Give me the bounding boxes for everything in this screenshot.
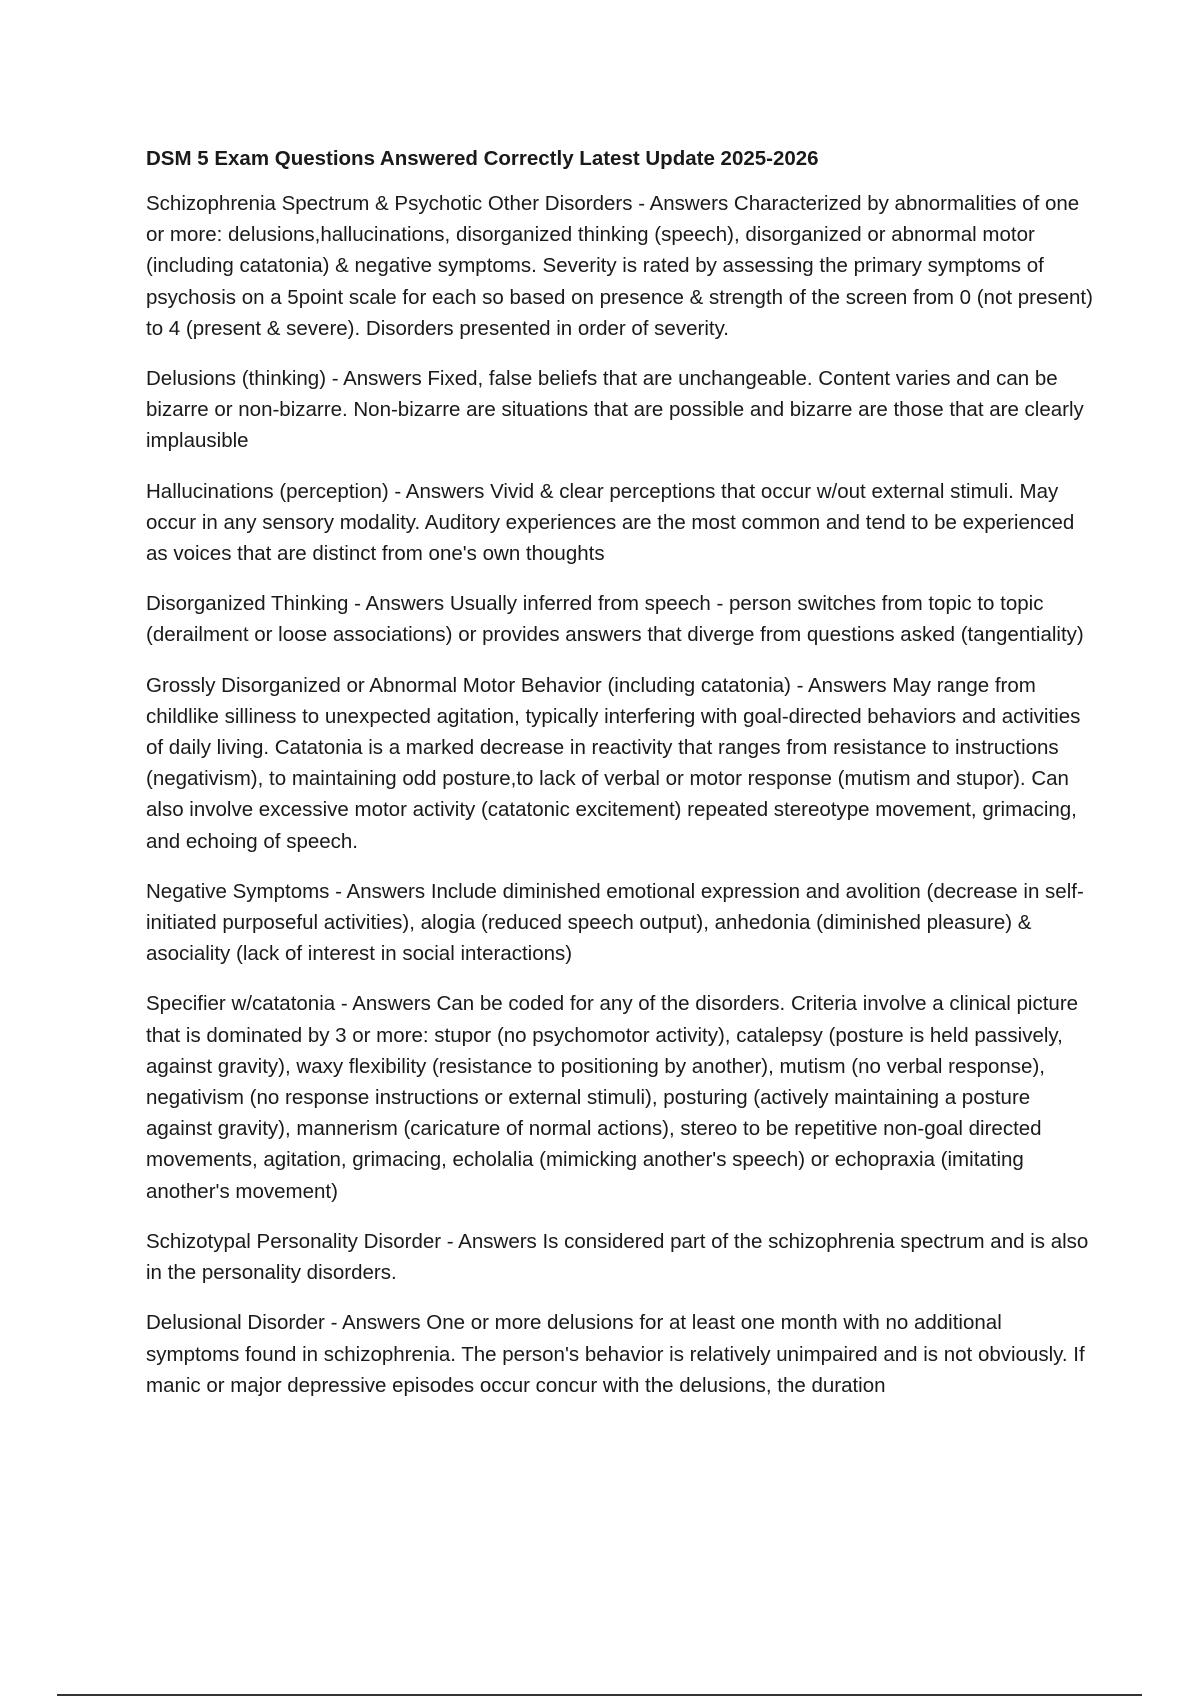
entry-negative-symptoms: Negative Symptoms - Answers Include diminished emotional expression and avolition (decrease in self-initiated purposeful activities), alogia (reduced speech output), anhedonia (diminished pleasure) & asociality (lack of interest in social interactions) — [146, 879, 1084, 966]
entry-delusional-disorder: Delusional Disorder - Answers One or more delusions for at least one month with no additional symptoms found in schizophrenia. The person's behavior is relatively unimpaired and is not obviously. If manic or major depressive episodes occur concur with the delusions, the duration — [146, 1311, 1085, 1397]
entry-schizotypal-personality: Schizotypal Personality Disorder - Answers Is considered part of the schizophrenia spectrum and is also in the personality disorders. — [146, 1229, 1089, 1285]
document-page — [146, 143, 1096, 1420]
entry-specifier-catatonia: Specifier w/catatonia - Answers Can be coded for any of the disorders. Criteria involve a clinical picture that is dominated by 3 or more: stupor (no psychomotor activity), catalepsy (posture is held passively, against gravity), waxy flexibility (resistance to positioning by another), mutism (no verbal response), negativism (no response instructions or external stimuli), posturing (actively maintaining a posture against gravity), mannerism (caricature of normal actions), stereo to be repetitive non-goal directed movements, agitation, grimacing, echolalia (mimicking another's speech) or echopraxia (imitating another's movement) — [146, 992, 1079, 1203]
entry-hallucinations: Hallucinations (perception) - Answers Vivid & clear perceptions that occur w/out external stimuli. May occur in any sensory modality. Auditory experiences are the most common and tend to be experienced as voices that are distinct from one's own thoughts — [146, 479, 1075, 566]
entry-schizophrenia-spectrum: Schizophrenia Spectrum & Psychotic Other Disorders - Answers Characterized by abnormalities of one or more: delusions,hallucinations, disorganized thinking (speech), disorganized or abnormal motor (including catatonia) & negative symptoms. Severity is rated by assessing the primary symptoms of psychosis on a 5point scale for each so based on presence & strength of the screen from 0 (not present) to 4 (present & severe). Disorders presented in order of severity. — [146, 192, 1093, 340]
entry-disorganized-motor-behavior: Grossly Disorganized or Abnormal Motor Behavior (including catatonia) - Answers May range from childlike silliness to unexpected agitation, typically interfering with goal-directed behaviors and activities of daily living. Catatonia is a marked decrease in reactivity that ranges from resistance to instructions (negativism), to maintaining odd posture,to lack of verbal or motor response (mutism and stupor). Can also involve excessive motor activity (catatonic excitement) repeated stereotype movement, grimacing, and echoing of speech. — [146, 673, 1081, 853]
document-title: DSM 5 Exam Questions Answered Correctly Latest Update 2025-2026 — [146, 147, 819, 170]
footer-divider — [57, 1694, 1142, 1696]
entry-disorganized-thinking: Disorganized Thinking - Answers Usually inferred from speech - person switches from topic to topic (derailment or loose associations) or provides answers that diverge from questions asked (tangentiality) — [146, 592, 1084, 647]
entry-delusions: Delusions (thinking) - Answers Fixed, false beliefs that are unchangeable. Content varies and can be bizarre or non-bizarre. Non-bizarre are situations that are possible and bizarre are those that are clearly implausible — [146, 367, 1084, 453]
